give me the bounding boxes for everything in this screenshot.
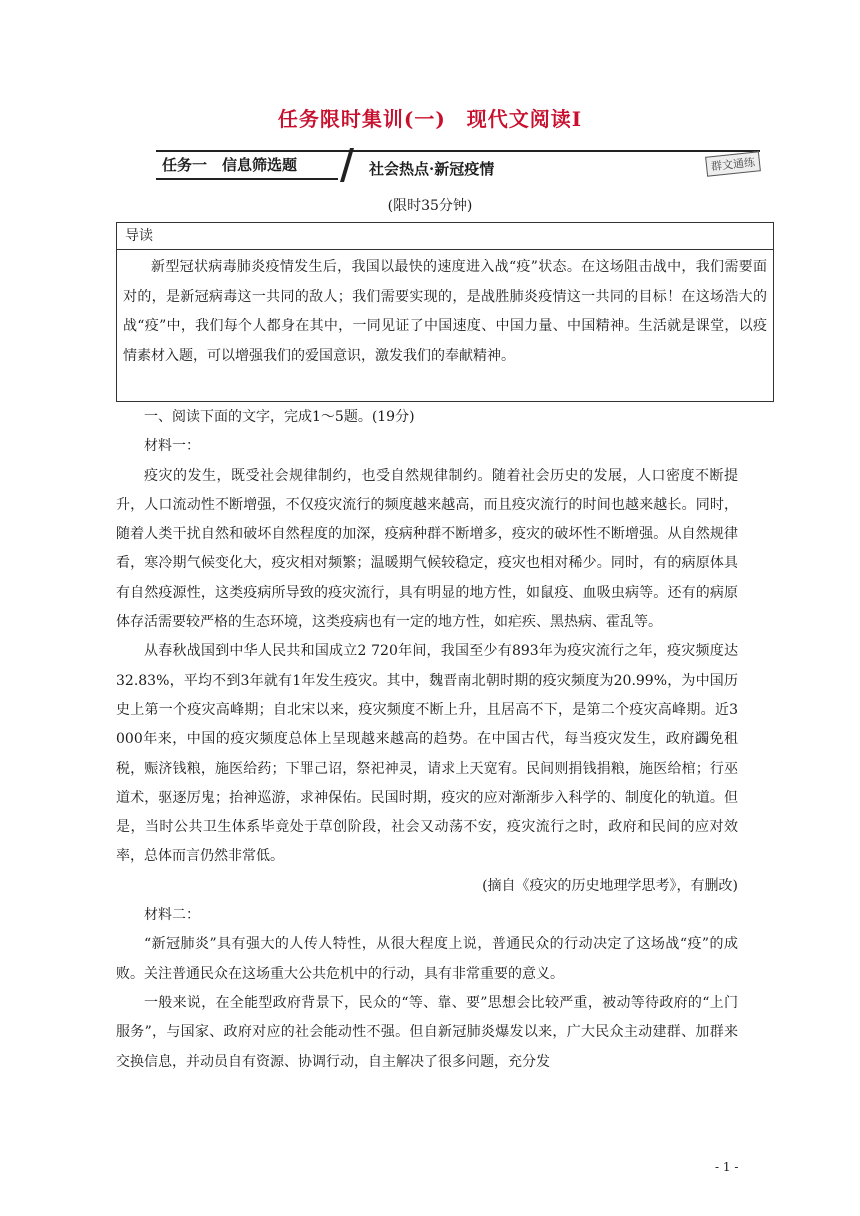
guide-box: [116, 222, 774, 402]
guide-heading: 导读: [117, 223, 773, 250]
page-number: - 1 -: [715, 1160, 739, 1174]
guide-text: 新型冠状病毒肺炎疫情发生后，我国以最快的速度进入战“疫”状态。在这场阻击战中，我们需要面对的，是新冠病毒这一共同的敌人；我们需要实现的，是战胜肺炎疫情这一共同的目标！在这场浩大的战“疫”中，我们每个人都身在其中，一同见证了中国速度、中国力量、中国精神。生活就是课堂，以疫情素材入题，可以增强我们的爱国意识，激发我们的奉献精神。: [123, 259, 767, 364]
reading-content: [116, 403, 738, 1077]
material1-paragraph: 从春秋战国到中华人民共和国成立2 720年间，我国至少有893年为疫灾流行之年，疫灾频度达32.83%，平均不到3年就有1年发生疫灾。其中，魏晋南北朝时期的疫灾频度为20.99%，为中国历史上第一个疫灾高峰期；自北宋以来，疫灾频度不断上升，且居高不下，是第二个疫灾高峰期。近3 000年来，中国的疫灾频度总体上呈现越来越高的趋势。在中国古代，每当疫灾发生，政府蠲免租税，赈济钱粮，施医给药；下罪己诏，祭祀神灵，请求上天宽宥。民间则捐钱捐粮，施医给棺；行巫道术，驱逐厉鬼；抬神巡游，求神保佑。民国时期，疫灾的应对渐渐步入科学的、制度化的轨道。但是，当时公共卫生体系毕竟处于草创阶段，社会又动荡不安，疫灾流行之时，政府和民间的应对效率，总体而言仍然非常低。: [116, 643, 738, 865]
section-banner: [156, 150, 760, 184]
material2-label: 材料二：: [144, 907, 200, 924]
material2-paragraph: “新冠肺炎”具有强大的人传人特性，从很大程度上说，普通民众的行动决定了这场战“疫”的成败。关注普通民众在这场重大公共危机中的行动，具有非常重要的意义。: [116, 936, 738, 982]
topic-label: 社会热点·新冠疫情: [369, 160, 495, 178]
banner-bottom-rule: [156, 178, 338, 180]
material1-source: (摘自《疫灾的历史地理学思考》，有删改): [482, 877, 738, 894]
slash-divider: [340, 148, 354, 182]
time-limit: (限时35分钟): [387, 198, 473, 214]
material1-paragraph: 疫灾的发生，既受社会规律制约，也受自然规律制约。随着社会历史的发展，人口密度不断提升，人口流动性不断增强，不仅疫灾流行的频度越来越高，而且疫灾流行的时间也越来越长。同时，随着人类干扰自然和破坏自然程度的加深，疫病种群不断增多，疫灾的破坏性不断增强。从自然规律看，寒冷期气候变化大，疫灾相对频繁；温暖期气候较稳定，疫灾也相对稀少。同时，有的病原体具有自然疫源性，这类疫病所导致的疫灾流行，具有明显的地方性，如鼠疫、血吸虫病等。还有的病原体存活需要较严格的生态环境，这类疫病也有一定的地方性，如疟疾、黑热病、霍乱等。: [116, 467, 738, 631]
group-reading-stamp: 群文通练: [705, 151, 761, 177]
banner-top-rule: [156, 150, 760, 152]
question-intro: 一、阅读下面的文字，完成1～5题。(19分): [144, 409, 415, 425]
material2-paragraph: 一般来说，在全能型政府背景下，民众的“等、靠、要”思想会比较严重，被动等待政府的“上门服务”，与国家、政府对应的社会能动性不强。但自新冠肺炎爆发以来，广大民众主动建群、加群来交换信息，并动员自有资源、协调行动，自主解决了很多问题，充分发: [116, 994, 738, 1070]
document-title: 任务限时集训(一) 现代文阅读Ⅰ: [277, 107, 583, 131]
material1-label: 材料一：: [144, 438, 200, 455]
task-label: 任务一 信息筛选题: [162, 156, 298, 174]
